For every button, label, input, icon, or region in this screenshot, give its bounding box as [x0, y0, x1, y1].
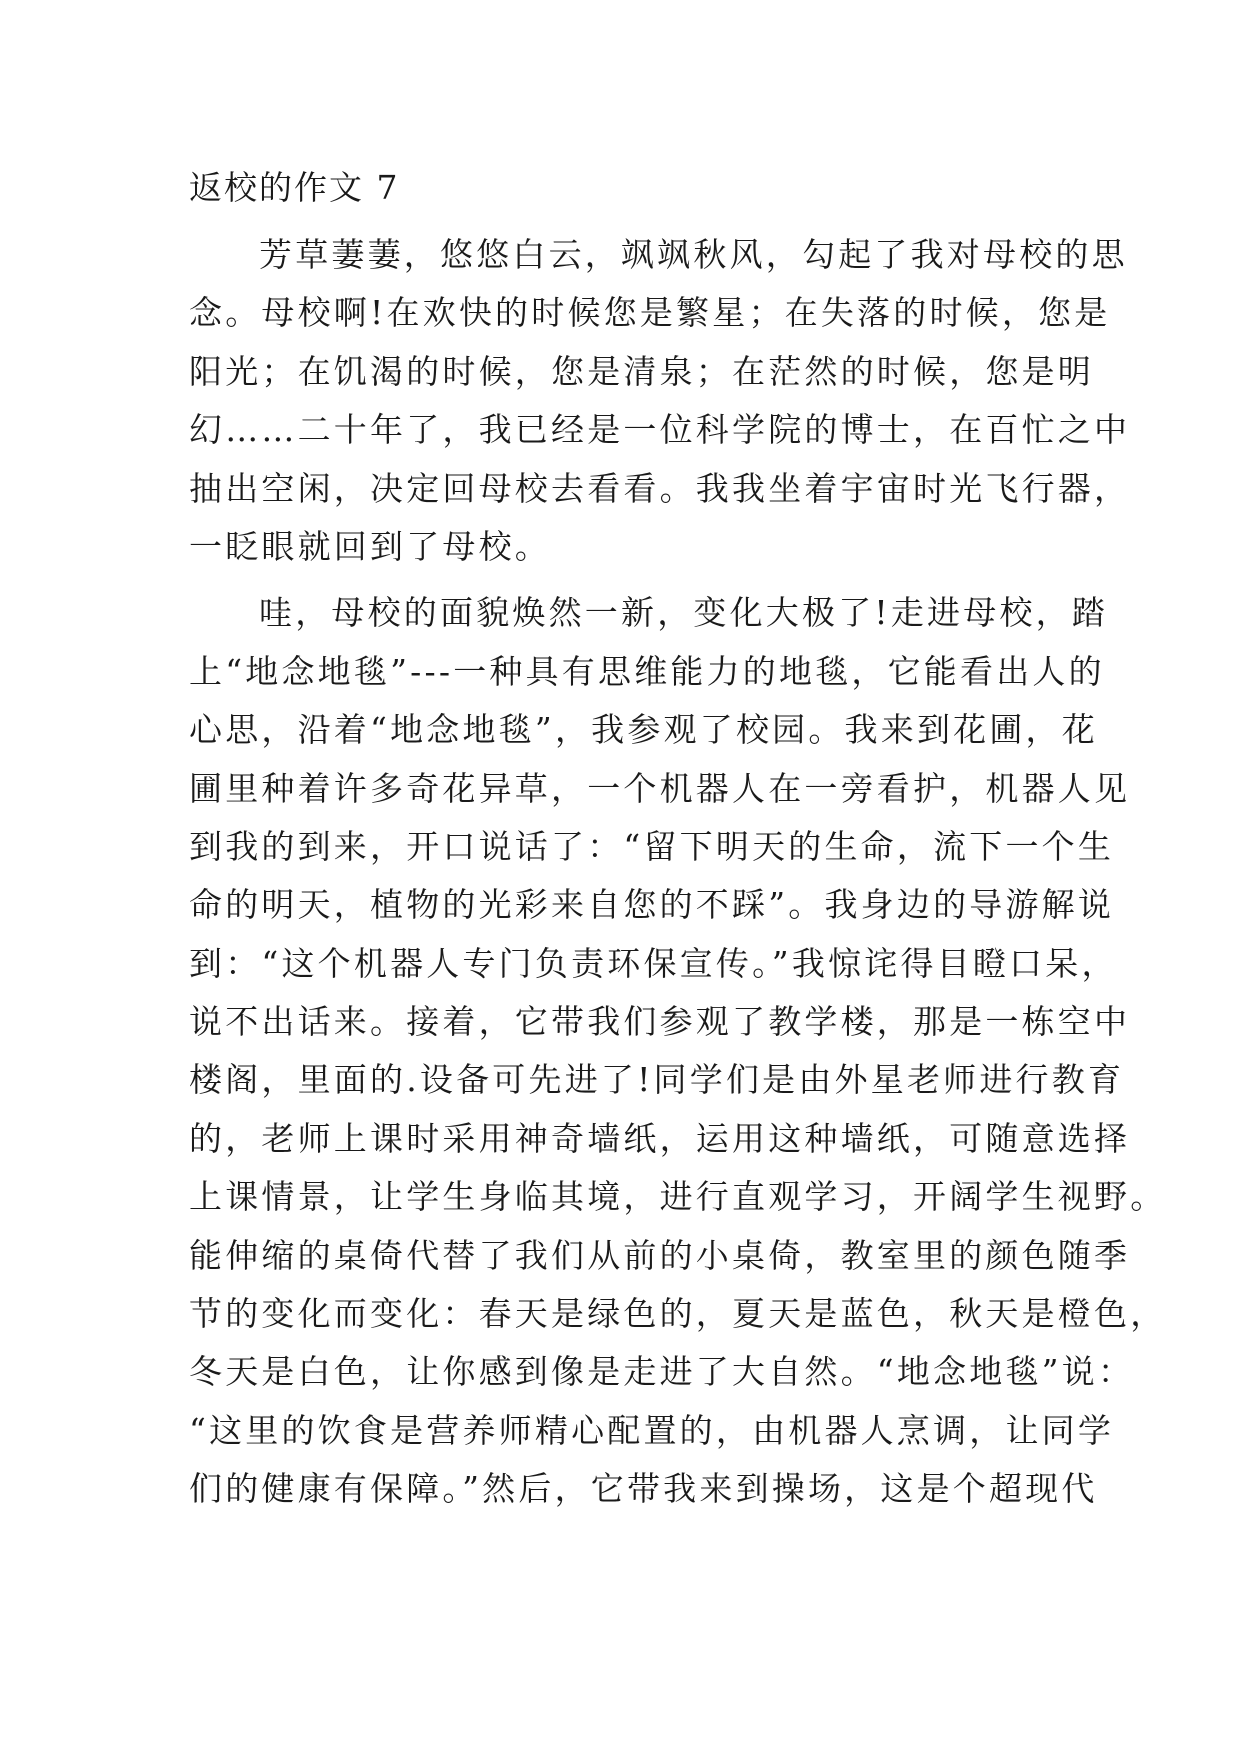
text-line: 阳光；在饥渴的时候，您是清泉；在茫然的时候，您是明	[189, 351, 1094, 391]
text-line: 说不出话来。接着，它带我们参观了教学楼，那是一栋空中	[189, 1002, 1131, 1042]
text-line: 圃里种着许多奇花异草，一个机器人在一旁看护，机器人见	[189, 768, 1131, 808]
text-line: 哇，母校的面貌焕然一新，变化大极了!走进母校，踏	[259, 593, 1109, 633]
text-line: 能伸缩的桌倚代替了我们从前的小桌倚，教室里的颜色随季	[189, 1235, 1131, 1275]
text-line: 一眨眼就回到了母校。	[189, 526, 551, 566]
text-line: 节的变化而变化：春天是绿色的，夏天是蓝色，秋天是橙色，	[189, 1294, 1167, 1334]
text-line: 命的明天，植物的光彩来自您的不踩”。我身边的导游解说	[189, 885, 1115, 925]
text-line: 幻……二十年了，我已经是一位科学院的博士，在百忙之中	[189, 410, 1131, 450]
text-line: 到：“这个机器人专门负责环保宣传。”我惊诧得目瞪口呆，	[189, 943, 1118, 983]
text-line: 念。母校啊!在欢快的时候您是繁星；在失落的时候，您是	[189, 293, 1111, 333]
paragraph-2	[189, 584, 1167, 1518]
text-line: 冬天是白色，让你感到像是走进了大自然。“地念地毯”说：	[189, 1352, 1135, 1392]
text-line: 们的健康有保障。”然后，它带我来到操场，这是个超现代	[189, 1469, 1098, 1509]
document-page	[189, 168, 1167, 1519]
text-line: 芳草萋萋，悠悠白云，飒飒秋风，勾起了我对母校的思	[259, 235, 1128, 274]
essay-title: 返校的作文 7	[189, 168, 400, 207]
text-line: 抽出空闲，决定回母校去看看。我我坐着宇宙时光飞行器，	[189, 468, 1131, 508]
text-line: 到我的到来，开口说话了：“留下明天的生命，流下一个生	[189, 826, 1115, 866]
text-line: 心思，沿着“地念地毯”，我参观了校园。我来到花圃，花	[189, 710, 1098, 750]
text-line: 上“地念地毯”---一种具有思维能力的地毯，它能看出人的	[189, 651, 1105, 691]
text-line: 的，老师上课时采用神奇墙纸，运用这种墙纸，可随意选择	[189, 1118, 1131, 1158]
paragraph-1	[189, 226, 1131, 576]
text-line: 上课情景，让学生身临其境，进行直观学习，开阔学生视野。	[189, 1177, 1167, 1217]
paragraph-spacer	[189, 576, 1079, 584]
text-line: “这里的饮食是营养师精心配置的，由机器人烹调，让同学	[189, 1410, 1115, 1450]
text-line: 楼阁，里面的.设备可先进了!同学们是由外星老师进行教育	[189, 1060, 1125, 1100]
